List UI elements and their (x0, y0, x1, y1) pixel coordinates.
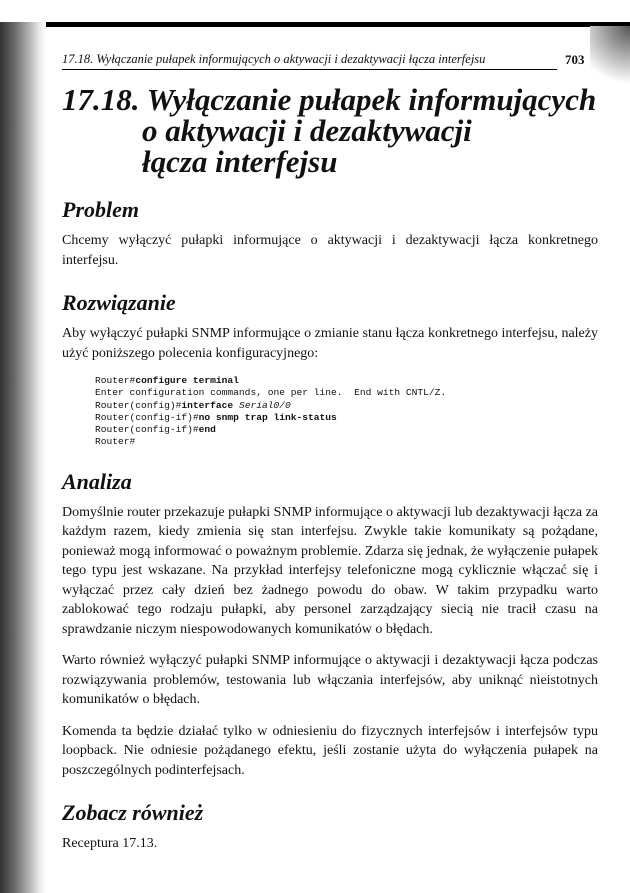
title-line: 17.18. Wyłączanie pułapek informujących (62, 82, 597, 117)
page-top-edge (0, 22, 630, 27)
see-also-text: Receptura 17.13. (62, 836, 158, 852)
title-line: o aktywacji i dezaktywacji (142, 113, 472, 148)
section-heading-solution: Rozwiązanie (62, 290, 176, 315)
section-heading-problem: Problem (62, 197, 139, 222)
title-line: łącza interfejsu (142, 144, 338, 179)
scan-corner-shadow (590, 26, 630, 86)
section-heading-see-also: Zobacz również (62, 800, 204, 826)
section-heading-analysis: Analiza (62, 468, 132, 494)
solution-text: Aby wyłączyć pułapki SNMP informujące o zmianie stanu łącza konkretnego interfejsu, należy użyć poniższego polecenia konfiguracyjnego: (62, 326, 598, 361)
analysis-paragraph: Domyślnie router przekazuje pułapki SNMP informujące o aktywacji lub dezaktywacji łącza za każdym razem, kiedy zmienia się stan interfejsu. Zwykle takie komunikaty są pożądane, ponieważ mogą informować o poważnym problemie. Zdarza się jednak, że wyłączenie pułapek tego typu jest wskazane. Na przykład interfejsy telefoniczne mogą cyklicznie włączać się i wyłączać przez cały dzień bez żadnego powodu do obaw. W takim przypadku warto zablokować tego rodzaju pułapki, aby personel zarządzający siecią nie tracił czasu na sprawdzanie niczym niespowodowanych komunikatów o błędach. (62, 504, 598, 637)
analysis-paragraph: Komenda ta będzie działać tylko w odniesieniu do fizycznych interfejsów i interfejsów typu loopback. Nie odniesie pożądanego efektu, jeśli zostanie użyta do wyłączenia pułapek na poszczególnych podinterfejsach. (62, 723, 598, 778)
problem-text: Chcemy wyłączyć pułapki informujące o aktywacji i dezaktywacji łącza konkretnego interfejsu. (62, 233, 598, 268)
page-body (62, 84, 598, 866)
code-block: Router#configure terminal Enter configuration commands, one per line. End with CNTL/Z. Router(config)#interface Serial0/0 Router(config-if)#no snmp trap link-status Router(config-if)#end Router# (95, 375, 447, 448)
book-binding-shadow (0, 22, 46, 893)
running-header: 17.18. Wyłączanie pułapek informujących o aktywacji i dezaktywacji łącza interfejsu (62, 52, 557, 70)
analysis-paragraph: Warto również wyłączyć pułapki SNMP informujące o aktywacji i dezaktywacji łącza podczas rozwiązywania problemów, testowania lub włączania interfejsów, aby uniknąć nieistotnych komunikatów o błędach. (62, 653, 598, 708)
page-number: 703 (565, 52, 585, 67)
page-title (62, 84, 598, 177)
